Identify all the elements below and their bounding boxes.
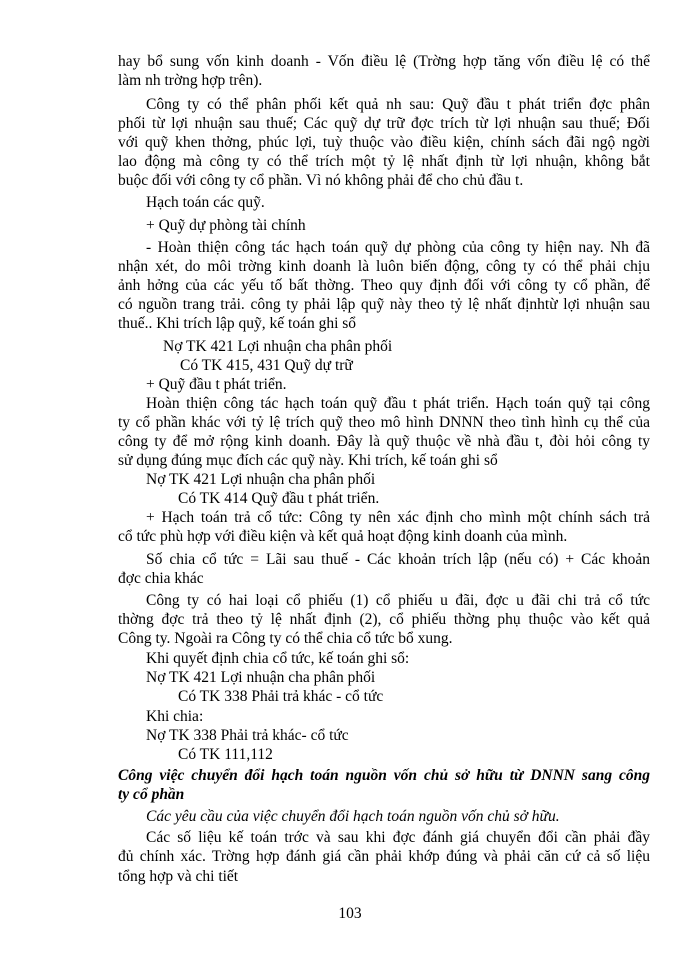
text-line: với quỹ khen thởng, phúc lợi, tuỳ thuộc vào điều kiện, chính sách đãi ngộ ngời <box>118 134 650 151</box>
text-line: Khi quyết định chia cổ tức, kế toán ghi sổ: <box>146 650 410 667</box>
formula-line: Số chia cổ tức = Lãi sau thuế - Các khoản trích lập (nếu có) + Các khoản <box>146 551 650 568</box>
journal-entry-debit: Nợ TK 421 Lợi nhuận cha phân phối <box>163 338 393 355</box>
text-line: - Hoàn thiện công tác hạch toán quỹ dự phòng của công ty hiện nay. Nh đã <box>146 239 650 256</box>
journal-entry-credit: Có TK 415, 431 Quỹ dự trữ <box>180 357 353 374</box>
text-line: thuế.. Khi trích lập quỹ, kế toán ghi sổ <box>118 315 357 332</box>
text-line: Các số liệu kế toán trớc và sau khi đợc đánh giá chuyển đổi cần phải đầy <box>146 829 650 846</box>
text-line: có nguồn trang trải. công ty phải lập quỹ này theo tỷ lệ nhất địnhtừ lợi nhuận sau <box>118 296 650 313</box>
section-heading: Công việc chuyển đổi hạch toán nguồn vốn chủ sở hữu từ DNNN sang công <box>118 767 650 784</box>
text-line: Công ty. Ngoài ra Công ty có thể chia cổ tức bổ xung. <box>118 630 453 647</box>
text-line: Khi chia: <box>146 708 204 725</box>
text-line: nhận xét, do môi trờng kinh doanh là luôn biến động, công ty có thể phải chịu <box>118 258 650 275</box>
text-line: Hoàn thiện công tác hạch toán quỹ đầu t phát triển. Hạch toán quỹ tại công <box>146 395 650 412</box>
text-line: lao động mà công ty có thể trích một tỷ lệ nhất định từ lợi nhuận, không bắt <box>118 153 650 170</box>
text-line: phối từ lợi nhuận sau thuế; Các quỹ dự trữ đợc trích từ lợi nhuận sau thuế; Đối <box>118 115 650 132</box>
journal-entry-credit: Có TK 414 Quỹ đầu t phát triển. <box>178 490 380 507</box>
text-line: thờng đợc trả theo tỷ lệ nhất định (2), cổ phiếu thờng phụ thuộc vào kết quả <box>118 611 650 628</box>
journal-entry-credit: Có TK 338 Phải trả khác - cổ tức <box>178 688 384 705</box>
text-line: đợc chia khác <box>118 570 204 587</box>
subsection-heading: Các yêu cầu của việc chuyển đổi hạch toán nguồn vốn chủ sở hữu. <box>146 808 560 825</box>
text-line: buộc đối với công ty cổ phần. Vì nó không phải để cho chủ đầu t. <box>118 172 524 189</box>
text-line: Công ty có thể phân phối kết quả nh sau: Quỹ đầu t phát triển đợc phân <box>146 96 650 113</box>
text-line: sử dụng đúng mục đích các quỹ này. Khi trích, kế toán ghi sổ <box>118 452 498 469</box>
text-line: công ty để mở rộng kinh doanh. Đây là quỹ thuộc về nhà đầu t, đòi hỏi công ty <box>118 433 650 450</box>
text-line: ty cổ phần khác với tỷ lệ trích quỹ theo mô hình DNNN theo tình hình cụ thể của <box>118 414 650 431</box>
text-line: + Quỹ đầu t phát triển. <box>146 376 287 393</box>
journal-entry-debit: Nợ TK 421 Lợi nhuận cha phân phối <box>146 471 376 488</box>
section-heading: ty cổ phần <box>118 786 185 803</box>
journal-entry-debit: Nợ TK 338 Phải trả khác- cổ tức <box>146 727 349 744</box>
text-line: hay bổ sung vốn kinh doanh - Vốn điều lệ (Trờng hợp tăng vốn điều lệ có thể <box>118 53 650 70</box>
text-line: Hạch toán các quỹ. <box>146 194 265 211</box>
text-line: làm nh trờng hợp trên). <box>118 72 263 89</box>
text-line: Công ty có hai loại cổ phiếu (1) cổ phiếu u đãi, đợc u đãi chi trả cổ tức <box>146 592 650 609</box>
text-line: + Hạch toán trả cổ tức: Công ty nên xác định cho mình một chính sách trả <box>146 509 650 526</box>
text-line: + Quỹ dự phòng tài chính <box>146 217 306 234</box>
text-line: ảnh hởng của các yếu tố bất thờng. Theo quy định đối với công ty cổ phần, để <box>118 277 650 294</box>
text-line: tổng hợp và chi tiết <box>118 868 239 885</box>
text-line: cổ tức phù hợp với điều kiện và kết quả hoạt động kinh doanh của mình. <box>118 528 568 545</box>
journal-entry-credit: Có TK 111,112 <box>178 746 273 763</box>
text-line: đủ chính xác. Trờng hợp đánh giá cần phải khớp đúng và phải căn cứ cả số liệu <box>118 848 650 865</box>
page-number: 103 <box>338 905 362 922</box>
journal-entry-debit: Nợ TK 421 Lợi nhuận cha phân phối <box>146 669 376 686</box>
